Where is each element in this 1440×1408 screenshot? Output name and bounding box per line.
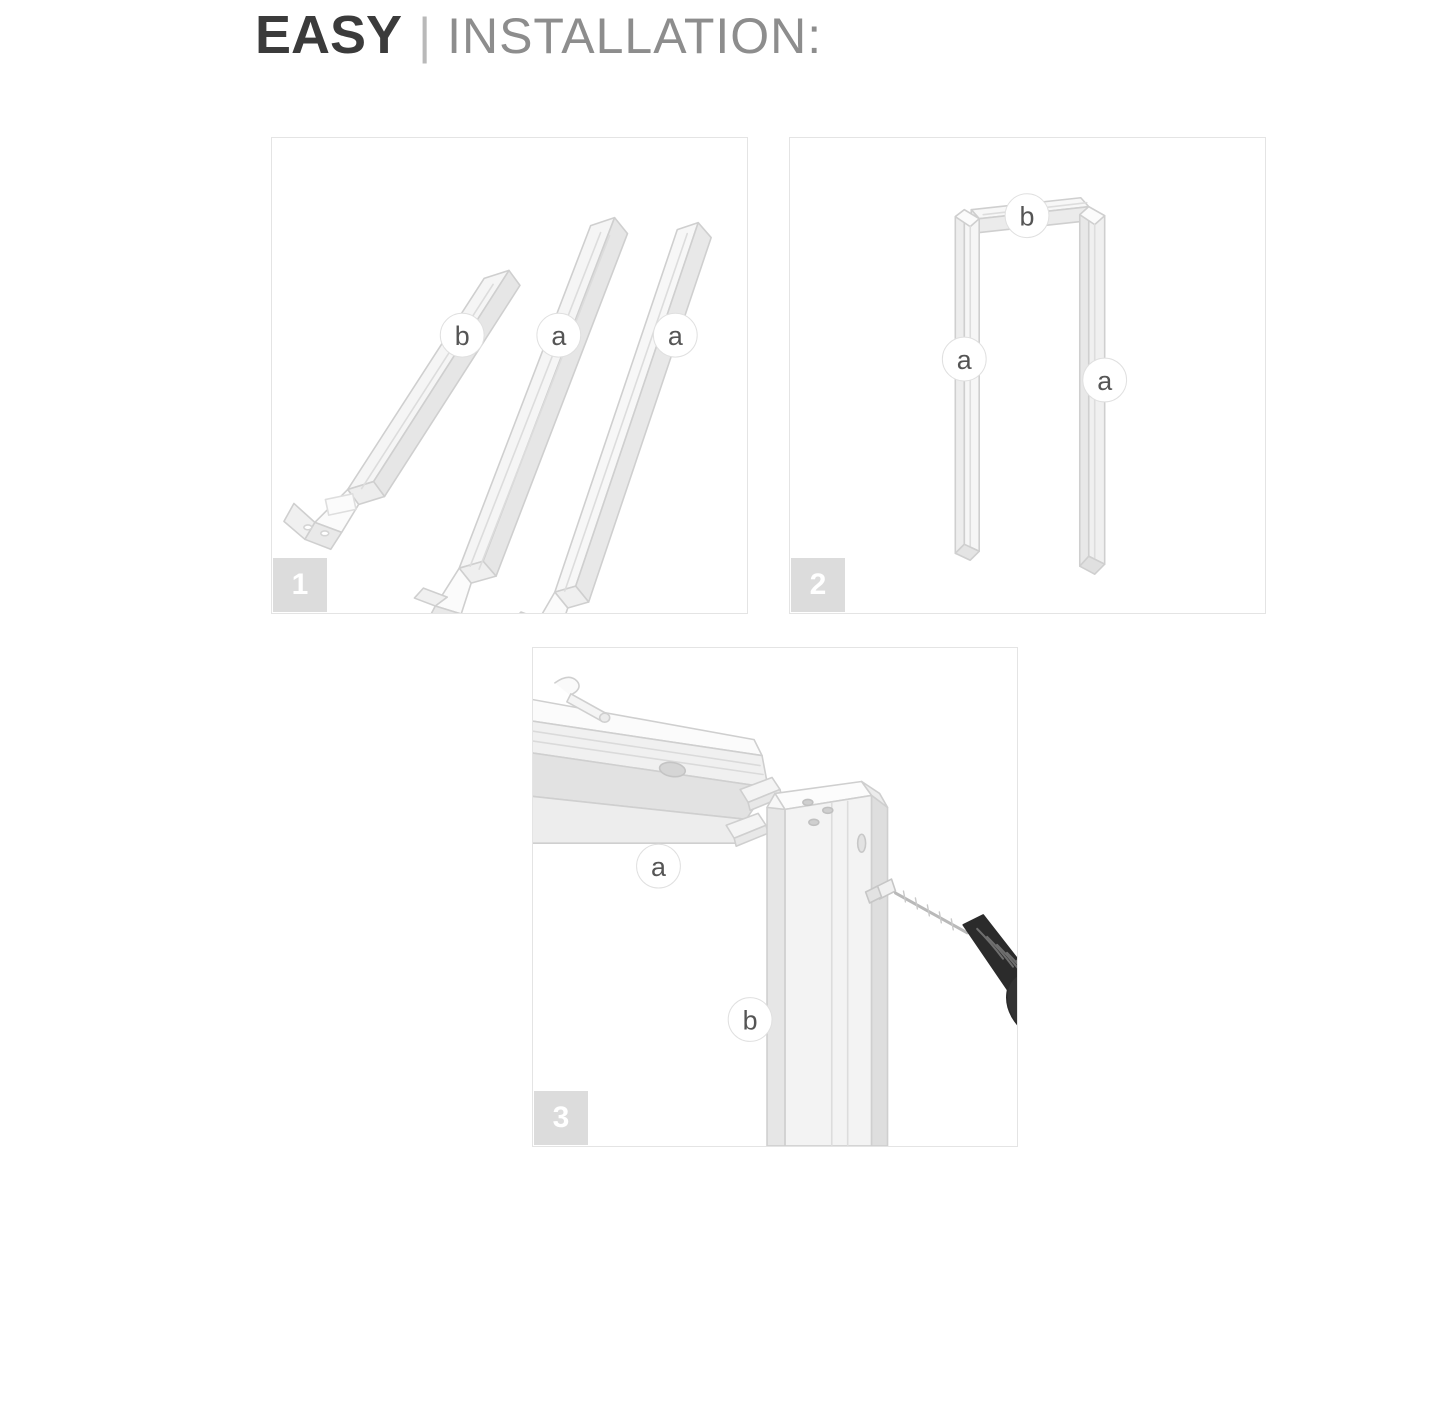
step-number-badge-3: 3 (534, 1091, 588, 1145)
callout-b-step2 (1005, 194, 1049, 238)
step-panel-1 (271, 137, 748, 614)
step-2-illustration (790, 138, 1265, 613)
svg-text:a: a (956, 345, 972, 376)
svg-text:b: b (742, 1005, 758, 1036)
page-title-light: INSTALLATION: (447, 8, 823, 64)
page-title (255, 4, 822, 66)
step-panel-2 (789, 137, 1266, 614)
svg-text:b: b (1019, 201, 1035, 232)
step-number-badge-1: 1 (273, 558, 327, 612)
svg-text:a: a (1097, 365, 1113, 396)
callout-b-step1 (440, 313, 484, 357)
callout-a-step1-mid (537, 313, 581, 357)
step-1-illustration (272, 138, 747, 613)
frame-jamb-a-left (955, 210, 979, 561)
svg-text:a: a (551, 321, 567, 352)
callout-b-step3 (728, 998, 772, 1042)
svg-text:a: a (667, 321, 683, 352)
callout-a-step3 (637, 844, 681, 888)
vertical-jamb-b (767, 781, 888, 1145)
step-panel-3 (532, 647, 1018, 1147)
header-rail-a (533, 677, 768, 843)
page-title-divider: | (418, 8, 432, 64)
callout-a-step2-left (942, 337, 986, 381)
page-title-bold: EASY (255, 5, 403, 65)
callout-a-step2-right (1083, 358, 1127, 402)
svg-text:a: a (651, 852, 666, 883)
step-3-illustration (533, 648, 1017, 1146)
svg-text:b: b (454, 321, 470, 352)
step-number-badge-2: 2 (791, 558, 845, 612)
callout-a-step1-right (653, 313, 697, 357)
